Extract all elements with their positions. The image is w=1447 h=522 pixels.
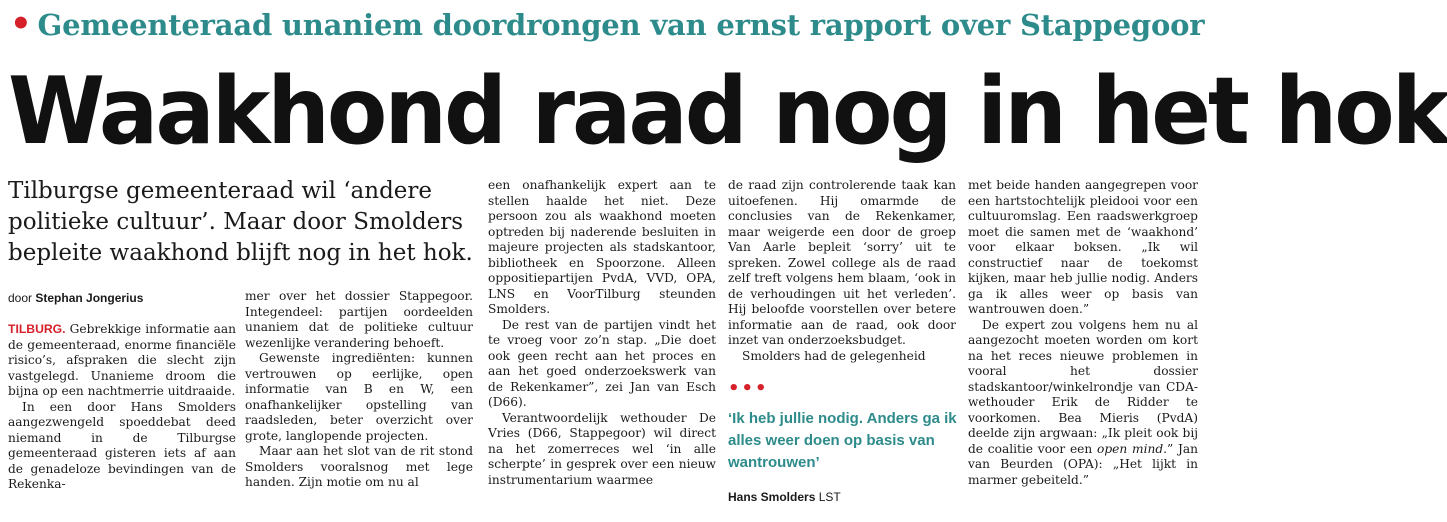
- article-column-1: [8, 322, 236, 518]
- kicker-bullet: •: [10, 4, 32, 44]
- article-paragraph: Gewenste ingrediënten: kunnen vertrouwen op eerlijke, open informatie van B en W, een onafhankelijker opstelling van raadsleden, beter overzicht over grote, langlopende projecten.: [245, 351, 473, 443]
- article-paragraph: Verantwoordelijk wethouder De Vries (D66, Stappegoor) wil direct na het zomerreces wel ‘in alle scherpte’ in gesprek over een nieuw instrumentarium waarmee: [488, 410, 716, 487]
- pullquote-source-party: LST: [818, 490, 841, 504]
- article-paragraph: Smolders had de gelegenheid: [742, 348, 926, 363]
- paragraph-text: .” Jan van Beurden (OPA): „Het lijkt in marmer gebeiteld.”: [968, 441, 1199, 487]
- byline: [8, 291, 238, 305]
- article-paragraph: [8, 322, 236, 400]
- article-column-3: [488, 178, 716, 519]
- byline-prefix: door: [8, 291, 33, 305]
- emphasis-text: open mind: [1097, 441, 1164, 456]
- pullquote-source: [728, 490, 960, 504]
- kicker: [10, 4, 1205, 44]
- headline: Waakhond raad nog in het hok: [8, 57, 1447, 166]
- article-column-2: [245, 289, 473, 519]
- byline-author: Stephan Jongerius: [35, 291, 144, 305]
- paragraph-text: Gebrekkige informatie aan de gemeenteraad, enorme financiële risico’s, afspraken die slecht zijn vastgelegd. Unanieme droom die bijna op een nachtmerrie uitdraaide.: [8, 322, 237, 398]
- pullquote-source-name: Hans Smolders: [728, 490, 816, 504]
- paragraph-text: De expert zou volgens hem nu al aangezocht moeten worden om kort na het reces nieuwe problemen in vooral het dossier stadskantoor/winkelrondje van CDA-wethouder Erik de Ridder te voorkomen. Bea Mieris (PvdA) deelde zijn argwaan: „Ik pleit ook bij de coalitie voor een: [968, 317, 1198, 456]
- pullquote-dots: •••: [728, 378, 769, 399]
- article-paragraph: De rest van de partijen vindt het te vroeg voor zo’n stap. „Die doet ook geen recht aan het proces en aan het goed onderzoekswerk van de Rekenkamer”, zei Jan van Esch (D66).: [488, 317, 716, 409]
- article-column-5: [968, 178, 1198, 519]
- article-paragraph: de raad zijn controlerende taak kan uitoefenen. Hij omarmde de conclusies van de Rekenkamer, maar weigerde een door de groep Van Aarle bepleit ‘sorry’ uit te spreken. Zowel college als de raad zelf treft volgens hem blaam, ‘ook in de verhoudingen uit het verleden’. Hij beloofde voorstellen over betere informatie aan de raad, ook door inzet van onderzoeksbudget.: [728, 178, 956, 347]
- article-column-4: [728, 178, 956, 366]
- article-paragraph: Maar aan het slot van de rit stond Smolders vooralsnog met lege handen. Zijn motie om nu al: [245, 444, 473, 489]
- article-paragraph: [968, 318, 1198, 489]
- article-paragraph: met beide handen aangegrepen voor een hartstochtelijk pleidooi voor een cultuuromslag. Een raadswerkgroep moet die samen met de ‘waakhond’ voor elkaar boksen. „Ik wil constructief naar de toekomst kijken, maar heb jullie nodig. Anders ga ik alles weer op basis van wantrouwen doen.”: [968, 178, 1198, 316]
- dateline: TILBURG.: [8, 322, 66, 336]
- kicker-text: Gemeenteraad unaniem doordrongen van ernst rapport over Stappegoor: [37, 8, 1205, 42]
- intro-text: Tilburgse gemeenteraad wil ‘andere politieke cultuur’. Maar door Smolders bepleite waakhond blijft nog in het hok.: [8, 178, 473, 266]
- article-paragraph: mer over het dossier Stappegoor. Integendeel: partijen oordeelden unaniem dat de politieke cultuur wezenlijke verandering behoeft.: [245, 289, 473, 350]
- pullquote: ‘Ik heb jullie nodig. Anders ga ik alles weer doen op basis van wantrouwen’: [728, 410, 957, 471]
- article-paragraph: een onafhankelijk expert aan te stellen haalde het niet. Deze persoon zou als waakhond moeten optreden bij naderende besluiten in majeure projecten als stadskantoor, bibliotheek en Spoorzone. Alleen oppositiepartijen PvdA, VVD, OPA, LNS en VoorTilburg steunden Smolders.: [488, 178, 716, 316]
- article-paragraph: In een door Hans Smolders aangezwengeld spoeddebat deed niemand in de Tilburgse gemeenteraad gisteren iets af aan de genadeloze bevindingen van de Rekenka-: [8, 399, 236, 491]
